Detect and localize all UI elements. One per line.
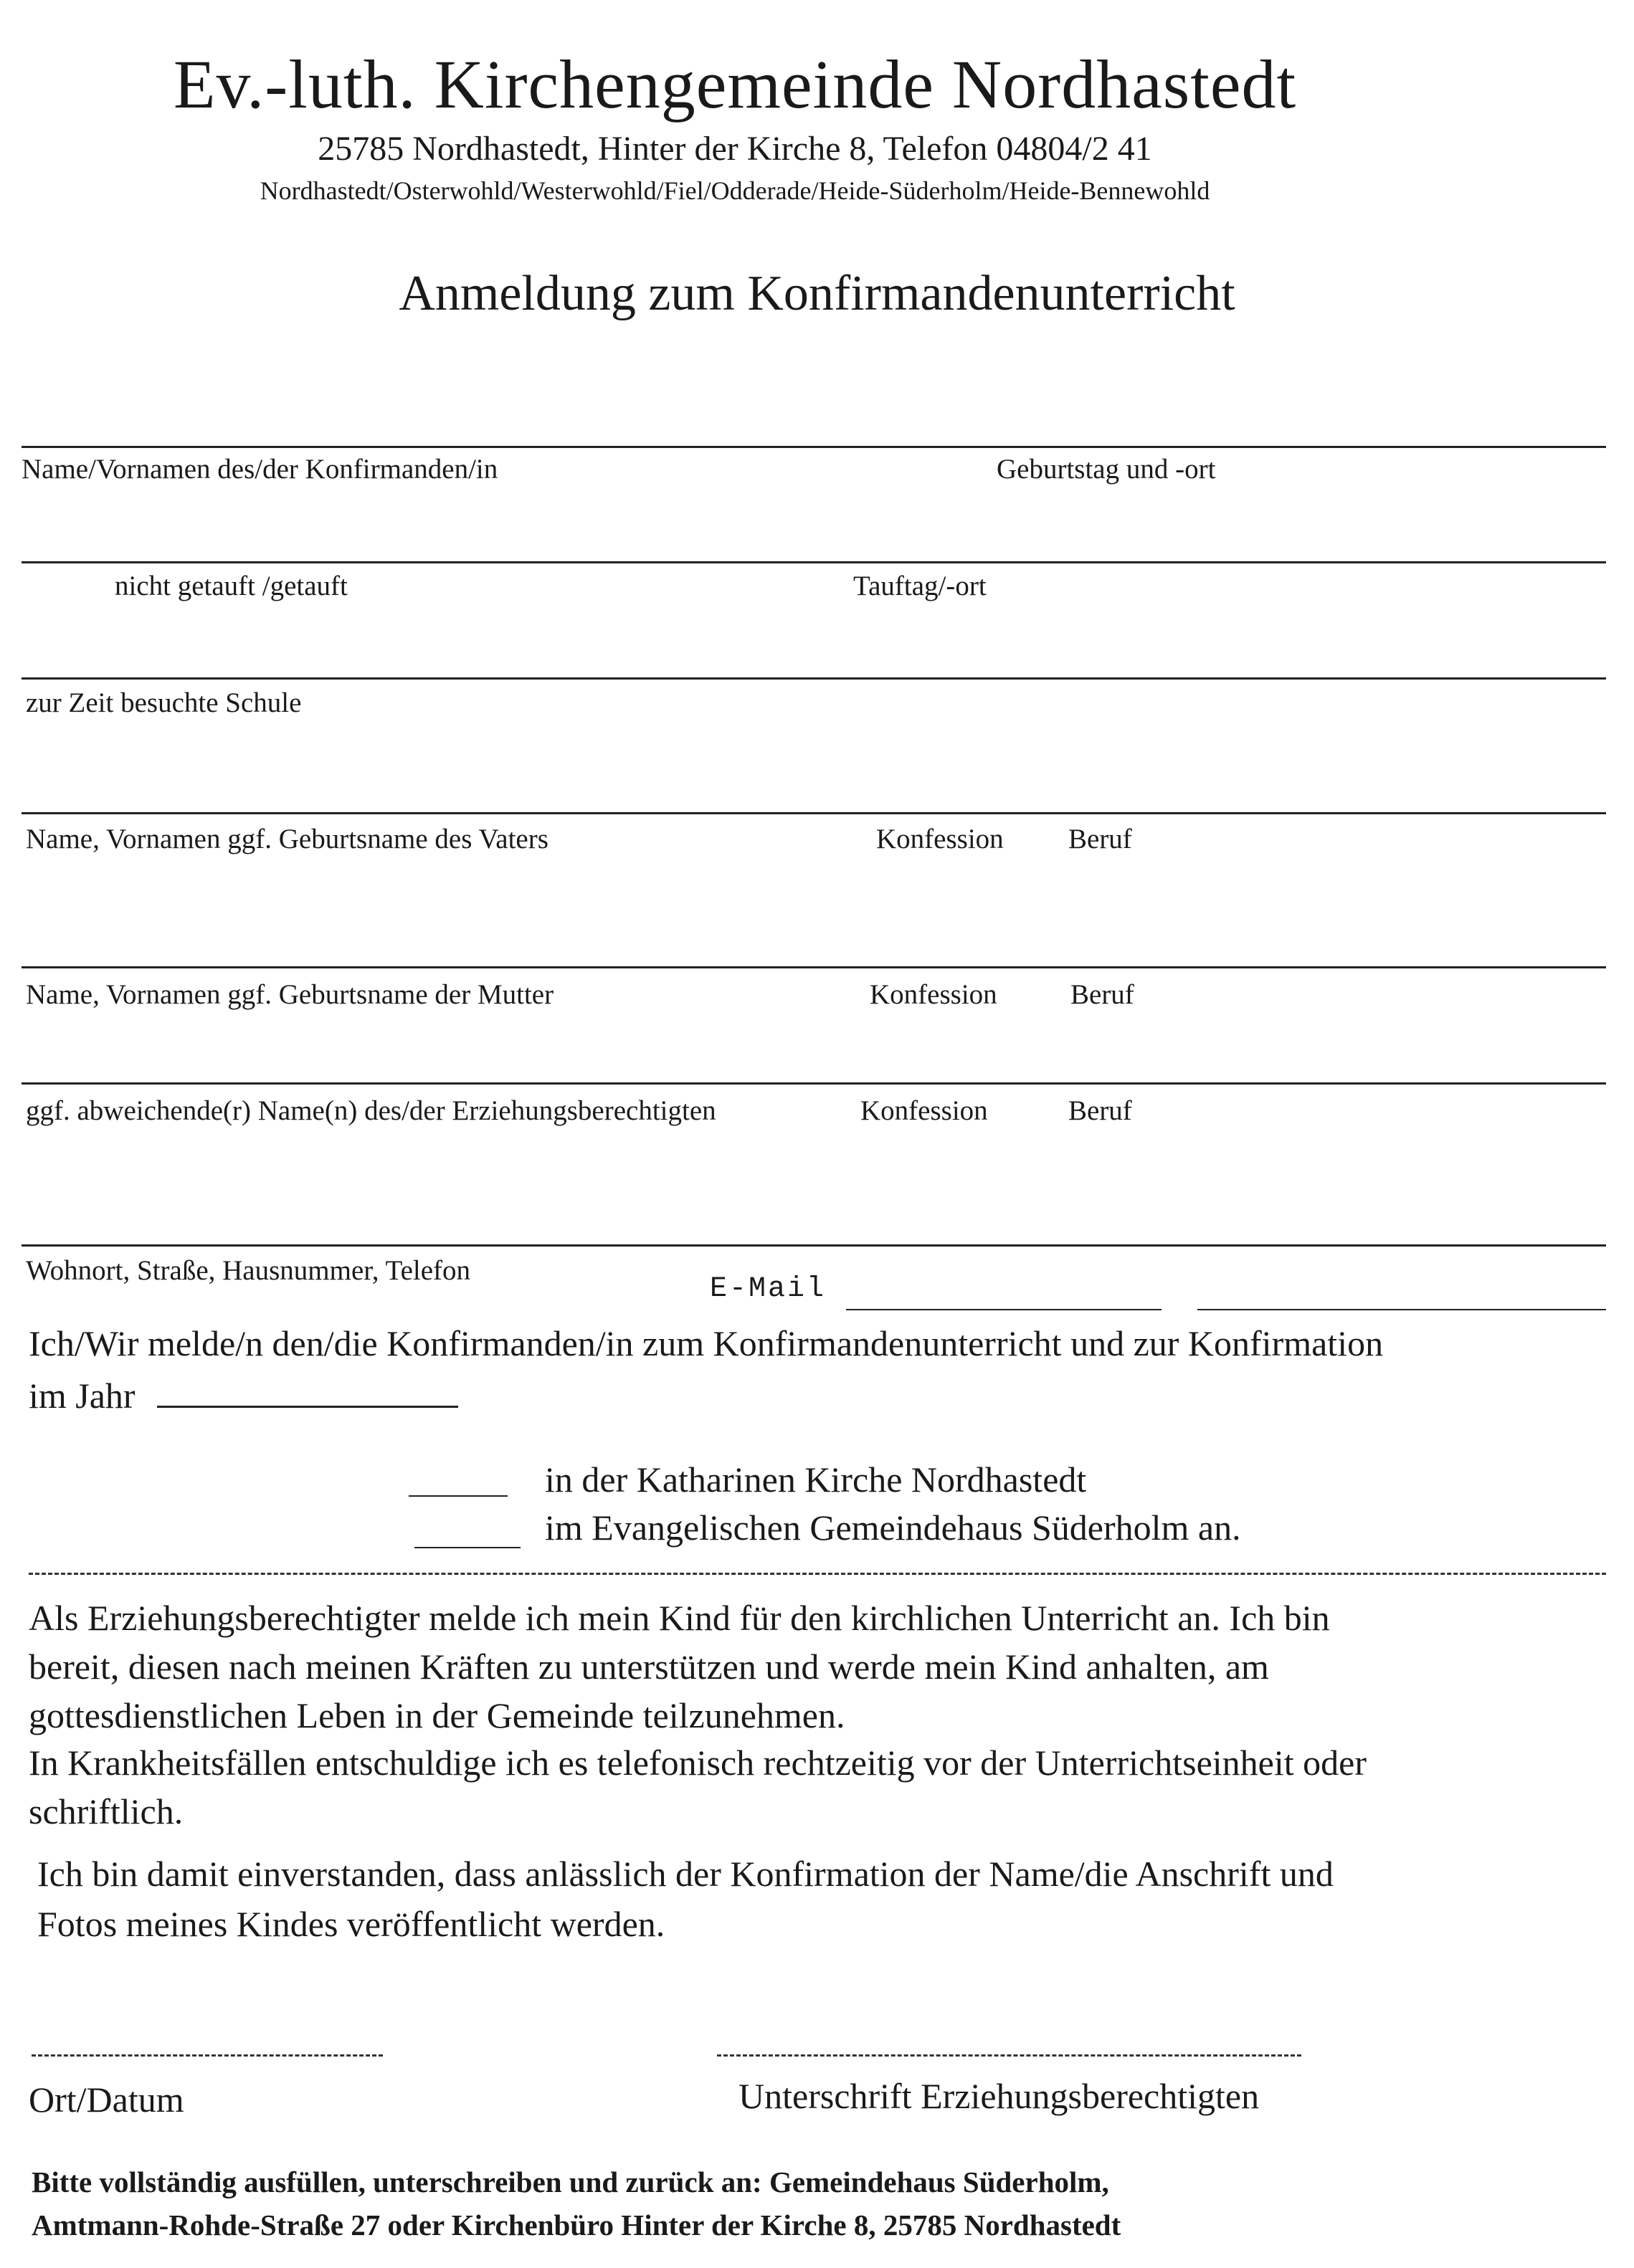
label-guardian-confession: Konfession — [860, 1095, 988, 1126]
label-father-profession: Beruf — [1068, 824, 1132, 854]
label-school: zur Zeit besuchte Schule — [26, 687, 302, 718]
option2-label: im Evangelischen Gemeindehaus Süderholm an. — [545, 1507, 1241, 1548]
consent-line-5: schriftlich. — [29, 1791, 184, 1831]
parish-places: Nordhastedt/Osterwohld/Westerwohld/Fiel/Odderade/Heide-Süderholm/Heide-Bennewohld — [260, 176, 1210, 205]
label-father-confession: Konfession — [876, 824, 1004, 854]
label-mother-confession: Konfession — [870, 979, 997, 1010]
consent-line-2: bereit, diesen nach meinen Kräften zu unterstützen und werde mein Kind anhalten, am — [29, 1647, 1269, 1687]
year-input-blank[interactable] — [157, 1406, 458, 1408]
option1-checkbox-blank[interactable] — [409, 1495, 508, 1497]
label-father: Name, Vornamen ggf. Geburtsname des Vaters — [26, 824, 548, 854]
label-birth: Geburtstag und -ort — [997, 454, 1216, 485]
consent-line-3: gottesdienstlichen Leben in der Gemeinde teilzunehmen. — [29, 1695, 845, 1735]
section-divider — [29, 1573, 1606, 1575]
field-line-residence[interactable] — [22, 1244, 1606, 1247]
photo-consent-line-2: Fotos meines Kindes veröffentlicht werden. — [37, 1904, 665, 1944]
field-line-email-extra[interactable] — [1197, 1309, 1606, 1310]
consent-line-1: Als Erziehungsberechtigter melde ich mein Kind für den kirchlichen Unterricht an. Ich bin — [29, 1598, 1330, 1638]
label-child-name: Name/Vornamen des/der Konfirmanden/in — [22, 454, 498, 485]
field-line-child-name[interactable] — [22, 446, 1606, 448]
label-mother: Name, Vornamen ggf. Geburtsname der Mutter — [26, 979, 554, 1010]
label-baptism-date: Tauftag/-ort — [853, 571, 987, 601]
registration-year-row — [29, 1375, 458, 1416]
option2-checkbox-blank[interactable] — [414, 1547, 521, 1548]
footer-instruction-line2: Amtmann-Rohde-Straße 27 oder Kirchenbüro Hinter der Kirche 8, 25785 Nordhastedt — [32, 2209, 1121, 2241]
consent-line-4: In Krankheitsfällen entschuldige ich es telefonisch rechtzeitig vor der Unterrichtseinheit oder — [29, 1743, 1367, 1783]
field-line-guardian[interactable] — [22, 1082, 1606, 1085]
label-guardian-profession: Beruf — [1068, 1095, 1132, 1126]
field-line-baptism[interactable] — [22, 561, 1606, 563]
place-date-label: Ort/Datum — [29, 2079, 184, 2120]
field-line-father[interactable] — [22, 812, 1606, 814]
registration-text-line1: Ich/Wir melde/n den/die Konfirmanden/in zum Konfirmandenunterricht und zur Konfirmation — [29, 1323, 1384, 1363]
field-line-email[interactable] — [846, 1309, 1162, 1310]
organization-title: Ev.-luth. Kirchengemeinde Nordhastedt — [173, 46, 1297, 123]
field-line-school[interactable] — [22, 677, 1606, 680]
form-title: Anmeldung zum Konfirmandenunterricht — [399, 266, 1235, 321]
signature-label: Unterschrift Erziehungsberechtigten — [738, 2076, 1260, 2116]
registration-year-label: im Jahr — [29, 1376, 136, 1416]
label-email: E-Mail — [710, 1273, 827, 1305]
field-line-mother[interactable] — [22, 966, 1606, 968]
label-guardian: ggf. abweichende(r) Name(n) des/der Erziehungsberechtigten — [26, 1095, 716, 1126]
photo-consent-line-1: Ich bin damit einverstanden, dass anlässlich der Konfirmation der Name/die Anschrift und — [37, 1854, 1334, 1894]
option1-label: in der Katharinen Kirche Nordhastedt — [545, 1459, 1087, 1500]
organization-address: 25785 Nordhastedt, Hinter der Kirche 8, Telefon 04804/2 41 — [318, 130, 1152, 168]
label-mother-profession: Beruf — [1070, 979, 1134, 1010]
signature-line[interactable] — [717, 2054, 1301, 2057]
place-date-line[interactable] — [32, 2054, 383, 2057]
label-baptized: nicht getauft /getauft — [115, 571, 348, 601]
footer-instruction-line1: Bitte vollständig ausfüllen, unterschreiben und zurück an: Gemeindehaus Süderholm, — [32, 2165, 1109, 2198]
label-residence: Wohnort, Straße, Hausnummer, Telefon — [26, 1255, 471, 1286]
